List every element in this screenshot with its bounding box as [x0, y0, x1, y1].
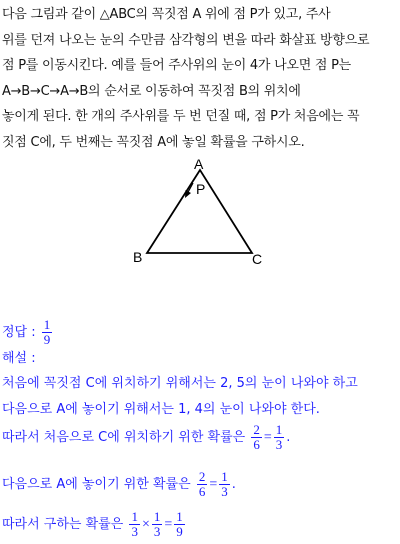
fraction: $\frac{2}{6}$: [198, 469, 206, 499]
question-text: [2, 2, 398, 155]
solution-line-1: 처음에 꼭짓점 C에 위치하기 위해서는 2, 5의 눈이 나와야 하고: [2, 376, 358, 391]
vertex-c-label: C: [252, 251, 263, 266]
fraction: $\frac{1}{3}$: [131, 509, 138, 539]
fraction: $\frac{2}{6}$: [253, 422, 260, 452]
solution-line-4: 다음으로 A에 놓이기 위한 확률은 $\frac{2}{6}$ = $\frac{1}{3}$ .: [2, 469, 236, 499]
question-line: 위를 던져 나오는 눈의 수만큼 삼각형의 변을 따라 화살표 방향으로: [2, 32, 370, 48]
answer-fraction: $\frac{1}{9}$: [43, 317, 51, 347]
vertex-b-label: B: [133, 249, 143, 265]
question-line: 놓이게 된다. 한 개의 주사위를 두 번 던질 때, 점 P가 처음에는 꼭: [2, 109, 360, 124]
solution-line-3: 따라서 처음으로 C에 위치하기 위한 확률은 $\frac{2}{6}$ = $\frac{1}{3}$ .: [2, 422, 291, 452]
fraction: $\frac{1}{3}$: [153, 509, 161, 539]
solution-line-3-text: 따라서 처음으로 C에 위치하기 위한 확률은: [2, 430, 246, 445]
solution-line-4-text: 다음으로 A에 놓이기 위한 확률은: [2, 477, 191, 492]
fraction: $\frac{1}{3}$: [221, 469, 228, 499]
fraction: $\frac{1}{9}$: [176, 509, 183, 539]
point-p-label: P: [196, 181, 206, 197]
answer-label: 정답 :: [2, 325, 36, 340]
vertex-a-label: A: [194, 156, 204, 172]
solution-line-2: 다음으로 A에 놓이기 위해서는 1, 4의 눈이 나와야 한다.: [2, 402, 320, 417]
solution-line-5: 따라서 구하는 확률은 $\frac{1}{3}$ × $\frac{1}{3}$ = $\frac{1}{9}$: [2, 509, 183, 539]
triangle-figure: [130, 154, 270, 266]
question-line: 짓점 C에, 두 번째는 꼭짓점 A에 놓일 확률을 구하시오.: [2, 134, 305, 150]
answer-row: [2, 318, 398, 347]
question-line: 다음 그림과 같이 △ABC의 꼭짓점 A 위에 점 P가 있고, 주사: [2, 7, 331, 22]
solution-line-5-text: 따라서 구하는 확률은: [2, 517, 124, 532]
fraction: $\frac{1}{3}$: [275, 422, 283, 452]
direction-arrow-icon: [185, 183, 193, 198]
question-line: A→B→C→A→B의 순서로 이동하여 꼭짓점 B의 위치에: [2, 83, 301, 99]
question-line: 점 P를 이동시킨다. 예를 들어 주사위의 눈이 4가 나오면 점 P는: [2, 58, 351, 73]
solution-label: 해설 :: [2, 351, 36, 366]
